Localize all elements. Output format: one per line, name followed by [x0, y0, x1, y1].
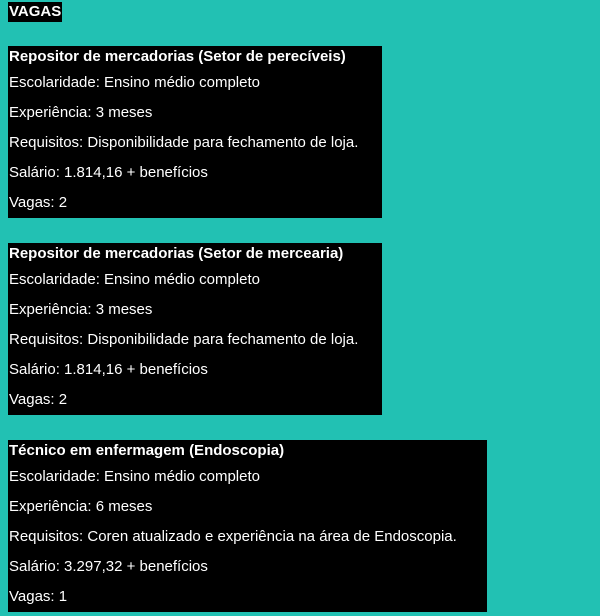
job-title: Técnico em enfermagem (Endoscopia) — [9, 442, 285, 459]
job-requisitos: Requisitos: Coren atualizado e experiência na área de Endoscopia. — [9, 528, 457, 545]
page-heading: VAGAS — [9, 3, 62, 20]
job-listing-repositor-pereciveis — [8, 46, 382, 218]
job-vagas: Vagas: 2 — [9, 391, 68, 408]
job-title: Repositor de mercadorias (Setor de perecíveis) — [9, 48, 346, 65]
job-vagas: Vagas: 2 — [9, 194, 68, 211]
job-listing-repositor-mercearia — [8, 243, 382, 415]
job-escolaridade: Escolaridade: Ensino médio completo — [9, 74, 260, 91]
job-listing-tecnico-enfermagem — [8, 440, 487, 612]
job-experiencia: Experiência: 6 meses — [9, 498, 153, 515]
job-salario: Salário: 1.814,16 + benefícios — [9, 361, 208, 378]
job-salario: Salário: 3.297,32 + benefícios — [9, 558, 208, 575]
job-requisitos: Requisitos: Disponibilidade para fechamento de loja. — [9, 134, 359, 151]
job-title: Repositor de mercadorias (Setor de mercearia) — [9, 245, 344, 262]
job-experiencia: Experiência: 3 meses — [9, 301, 153, 318]
job-requisitos: Requisitos: Disponibilidade para fechamento de loja. — [9, 331, 359, 348]
job-experiencia: Experiência: 3 meses — [9, 104, 153, 121]
job-salario: Salário: 1.814,16 + benefícios — [9, 164, 208, 181]
job-escolaridade: Escolaridade: Ensino médio completo — [9, 468, 260, 485]
job-vagas: Vagas: 1 — [9, 588, 68, 605]
job-escolaridade: Escolaridade: Ensino médio completo — [9, 271, 260, 288]
